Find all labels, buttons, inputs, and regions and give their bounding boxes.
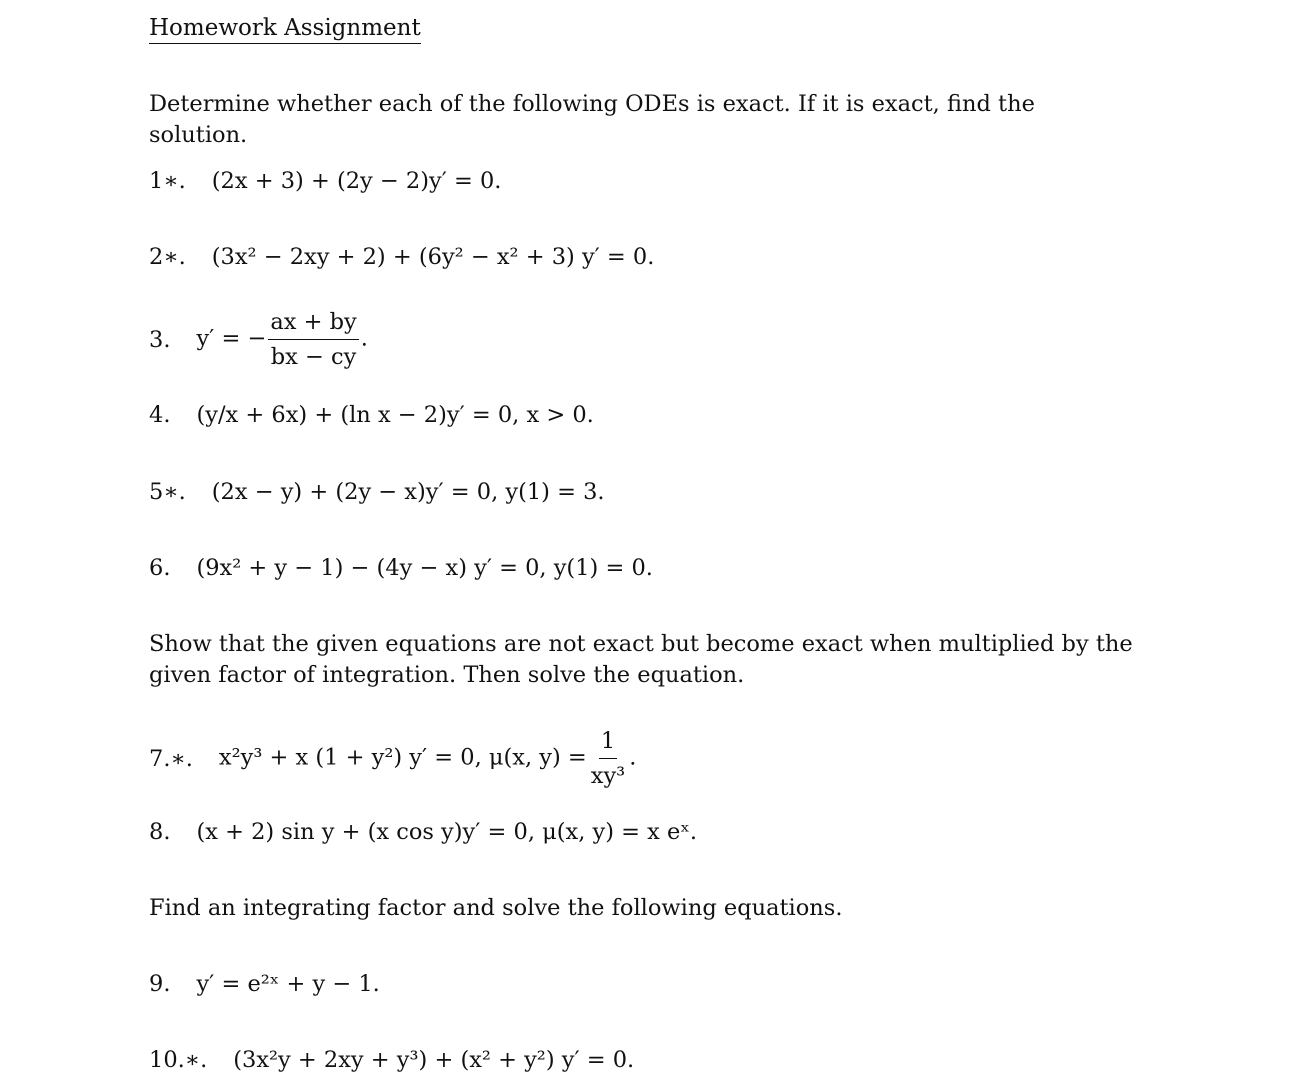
problem-equation: (3x² − 2xy + 2) + (6y² − x² + 3) y′ = 0. [211, 244, 655, 270]
problem-3 [149, 307, 368, 372]
section-3-instructions: Find an integrating factor and solve the following equations. [149, 895, 843, 921]
equation-prefix: y′ = − [196, 325, 267, 352]
problem-number: 2∗. [149, 244, 186, 270]
problem-number: 3. [149, 326, 171, 353]
problem-1 [149, 166, 501, 196]
problem-equation [219, 726, 636, 791]
problem-number: 4. [149, 402, 171, 428]
equation-suffix: . [360, 325, 368, 352]
fraction-denominator: bx − cy [270, 344, 357, 370]
problem-number: 1∗. [149, 168, 186, 194]
problem-number: 9. [149, 971, 171, 997]
problem-equation [196, 307, 367, 372]
page-title: Homework Assignment [149, 14, 421, 44]
problem-equation: (2x + 3) + (2y − 2)y′ = 0. [211, 168, 502, 194]
problem-2 [149, 242, 654, 272]
problem-number: 6. [149, 555, 171, 581]
problem-equation: (2x − y) + (2y − x)y′ = 0, y(1) = 3. [211, 479, 605, 505]
problem-number: 10.∗. [149, 1047, 208, 1073]
problem-equation: y′ = e²ˣ + y − 1. [196, 971, 380, 997]
problem-equation: (y/x + 6x) + (ln x − 2)y′ = 0, x > 0. [196, 402, 594, 428]
problem-equation: (9x² + y − 1) − (4y − x) y′ = 0, y(1) = 0. [196, 555, 653, 581]
problem-6 [149, 553, 653, 583]
section-2-instructions: Show that the given equations are not exact but become exact when multiplied by the given factor of integration. Then solve the equation. [149, 631, 1133, 688]
problem-8 [149, 817, 697, 847]
problem-5 [149, 477, 605, 507]
problem-7 [149, 726, 636, 791]
problem-9 [149, 969, 380, 999]
fraction-numerator: 1 [599, 726, 617, 759]
problem-equation: (3x²y + 2xy + y³) + (x² + y²) y′ = 0. [233, 1047, 635, 1073]
fraction [589, 726, 627, 791]
fraction [268, 307, 358, 372]
equation-prefix: x²y³ + x (1 + y²) y′ = 0, μ(x, y) = [218, 744, 587, 771]
problem-number: 8. [149, 819, 171, 845]
problem-number: 7.∗. [149, 745, 193, 772]
problem-equation: (x + 2) sin y + (x cos y)y′ = 0, μ(x, y) = x eˣ. [196, 819, 698, 845]
fraction-numerator: ax + by [268, 307, 358, 340]
problem-10 [149, 1045, 634, 1075]
problem-4 [149, 400, 594, 430]
problem-number: 5∗. [149, 479, 186, 505]
fraction-denominator: xy³ [590, 763, 626, 789]
section-1-instructions: Determine whether each of the following ODEs is exact. If it is exact, find the solution. [149, 91, 1035, 148]
equation-suffix: . [629, 744, 637, 771]
